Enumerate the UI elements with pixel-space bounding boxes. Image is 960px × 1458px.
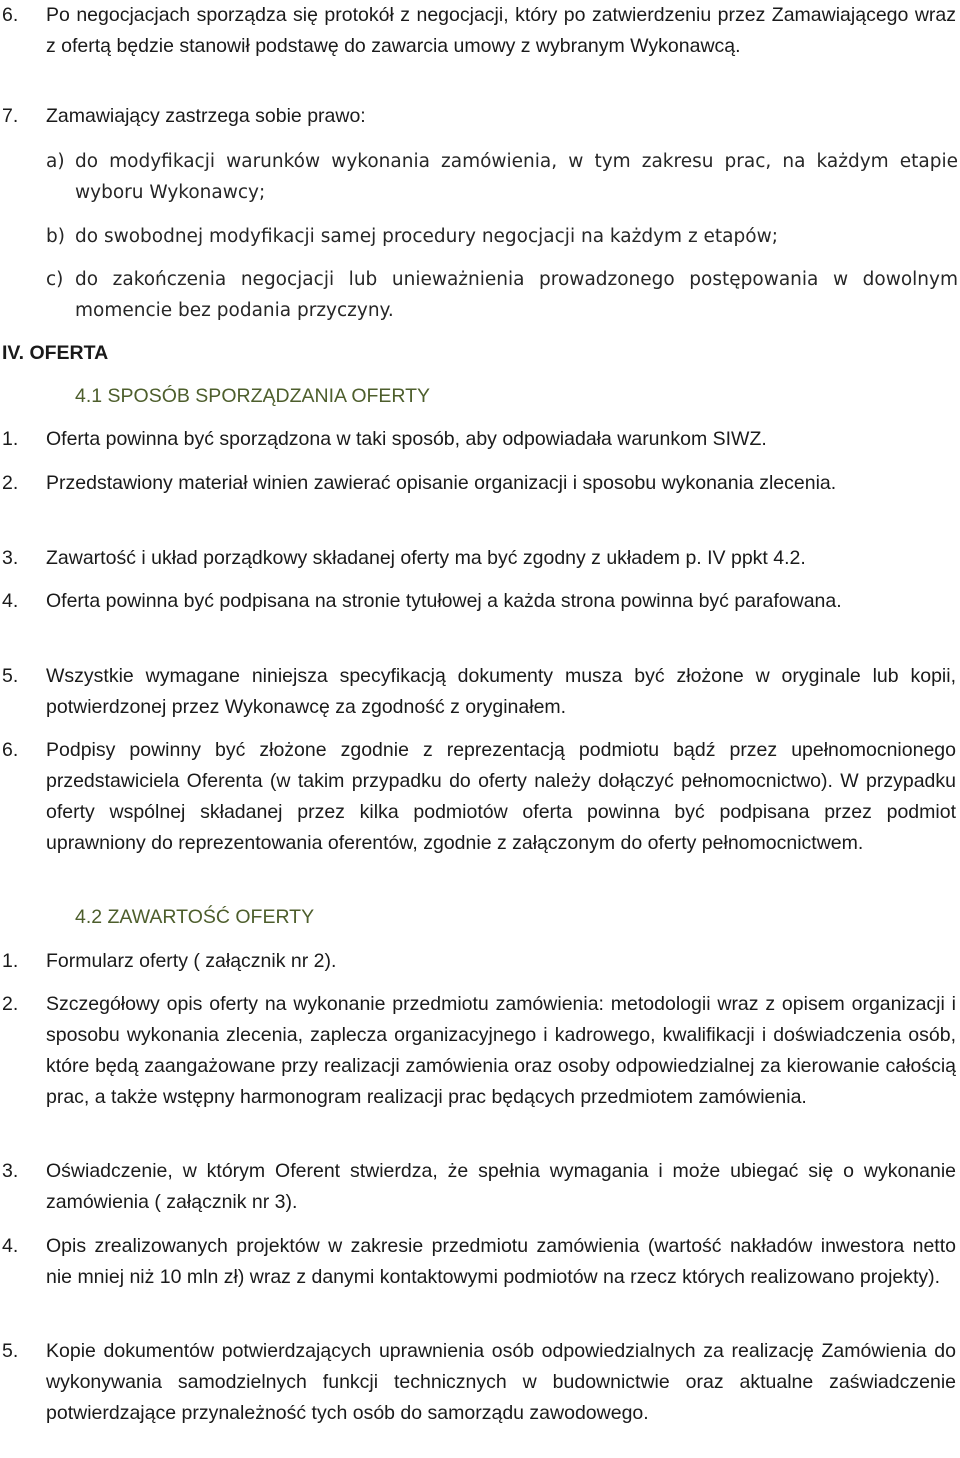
- item-text: Opis zrealizowanych projektów w zakresie przedmiotu zamówienia (wartość nakładów inwestora netto nie mniej niż 10 mln zł) wraz z danymi kontaktowymi podmiotów na rzecz których realizowano projekty).: [46, 1235, 956, 1288]
- item-text: Podpisy powinny być złożone zgodnie z reprezentacją podmiotu bądź przez upełnomocnionego przedstawiciela Oferenta (w takim przypadku do oferty należy dołączyć pełnomocnictwo). W przypadku oferty wspólnej składanej przez kilka podmiotów oferta powinna być podpisana przez podmiot uprawniony do reprezentowania oferentów, zgodnie z załączonym do oferty pełnomocnictwem.: [46, 739, 956, 854]
- sub-item-label: b): [46, 226, 65, 247]
- sub-item-text: do swobodnej modyfikacji samej procedury negocjacji na każdym z etapów;: [75, 226, 778, 247]
- item-number: 3.: [2, 547, 19, 569]
- item-number: 4.: [2, 1235, 19, 1257]
- item-number: 6.: [2, 739, 19, 761]
- subsection-heading: 4.2 ZAWARTOŚĆ OFERTY: [75, 906, 315, 928]
- item-text: Oświadczenie, w którym Oferent stwierdza, że spełnia wymagania i może ubiegać się o wykonanie zamówienia ( załącznik nr 3).: [46, 1160, 956, 1213]
- item-number: 4.: [2, 590, 19, 612]
- subsection-heading: 4.1 SPOSÓB SPORZĄDZANIA OFERTY: [75, 385, 431, 407]
- item-number: 6.: [2, 4, 19, 26]
- item-text: Wszystkie wymagane niniejsza specyfikacją dokumenty musza być złożone w oryginale lub kopii, potwierdzonej przez Wykonawcę za zgodność z oryginałem.: [46, 665, 956, 718]
- item-number: 3.: [2, 1160, 19, 1182]
- item-text: Kopie dokumentów potwierdzających uprawnienia osób odpowiedzialnych za realizację Zamówienia do wykonywania samodzielnych funkcji technicznych w budownictwie oraz aktualne zaświadczenie potwierdzające przynależność tych osób do samorządu zawodowego.: [46, 1340, 956, 1424]
- item-text: Zawartość i układ porządkowy składanej oferty ma być zgodny z układem p. IV ppkt 4.2.: [46, 547, 806, 569]
- sub-item-label: a): [46, 151, 65, 172]
- sub-item-text: do zakończenia negocjacji lub unieważnienia prowadzonego postępowania w dowolnym momencie bez podania przyczyny.: [75, 269, 958, 321]
- item-number: 1.: [2, 950, 19, 972]
- sub-item-label: c): [46, 269, 64, 290]
- item-text: Po negocjacjach sporządza się protokół z negocjacji, który po zatwierdzeniu przez Zamawiającego wraz z ofertą będzie stanowił podstawę do zawarcia umowy z wybranym Wykonawcą.: [46, 4, 956, 57]
- sub-item-text: do modyfikacji warunków wykonania zamówienia, w tym zakresu prac, na każdym etapie wyboru Wykonawcy;: [75, 151, 958, 203]
- item-number: 5.: [2, 1340, 19, 1362]
- item-text: Oferta powinna być podpisana na stronie tytułowej a każda strona powinna być parafowana.: [46, 590, 842, 612]
- item-text: Przedstawiony materiał winien zawierać opisanie organizacji i sposobu wykonania zlecenia.: [46, 472, 837, 494]
- item-text: Oferta powinna być sporządzona w taki sposób, aby odpowiadała warunkom SIWZ.: [46, 428, 767, 450]
- item-number: 2.: [2, 993, 19, 1015]
- item-number: 7.: [2, 105, 19, 127]
- item-number: 2.: [2, 472, 19, 494]
- item-text: Formularz oferty ( załącznik nr 2).: [46, 950, 337, 972]
- item-text: Szczegółowy opis oferty na wykonanie przedmiotu zamówienia: metodologii wraz z opisem organizacji i sposobu wykonania zlecenia, zaplecza organizacyjnego i kadrowego, kwalifikacji i doświadczenia osób, które będą zaangażowane przy realizacji zamówienia oraz osoby odpowiedzialnej za kierowanie całością prac, a także wstępny harmonogram realizacji prac będących przedmiotem zamówienia.: [46, 993, 956, 1108]
- item-text: Zamawiający zastrzega sobie prawo:: [46, 105, 366, 127]
- item-number: 5.: [2, 665, 19, 687]
- section-title: IV. OFERTA: [2, 342, 109, 364]
- item-number: 1.: [2, 428, 19, 450]
